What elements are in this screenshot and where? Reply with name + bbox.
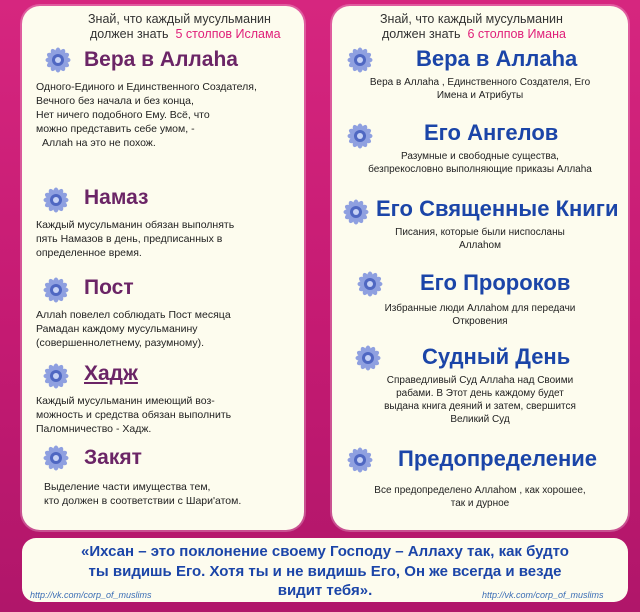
text-line: (совершеннолетнему, разумному). <box>36 337 204 349</box>
text-line: Писания, которые были ниспосланы <box>395 227 565 238</box>
left-pillar-text <box>36 80 257 150</box>
text-line: Все предопределено Аллаhом , как хорошее, <box>374 485 586 496</box>
left-header-line1: Знай, что каждый мусульманин <box>88 12 271 26</box>
right-pillar-text <box>342 226 618 252</box>
text-line: кто должен в соответствии с Шари'атом. <box>44 495 242 507</box>
right-header-prefix: должен знать <box>382 27 461 41</box>
right-pillar-title: Его Пророков <box>420 270 571 295</box>
text-line: Откровения <box>452 316 508 327</box>
flower-icon <box>42 186 70 214</box>
text-line: можно представить себе умом, - <box>36 123 195 135</box>
flower-icon <box>346 446 374 474</box>
right-header-accent: 6 столпов Имана <box>467 27 566 41</box>
text-line: Аллаh на это не похож. <box>42 137 156 149</box>
flower-icon <box>42 362 70 390</box>
flower-icon <box>346 46 374 74</box>
flower-icon <box>346 122 374 150</box>
text-line: выдана книга деяний и затем, свершится <box>384 401 576 412</box>
text-line: Избранные люди Аллаhом для передачи <box>384 303 576 314</box>
right-header <box>380 12 566 42</box>
right-pillar-title: Его Священные Книги <box>376 196 619 221</box>
left-pillar-title: Вера в Аллаhа <box>84 48 238 71</box>
right-pillar-text <box>342 484 618 510</box>
left-pillar-text <box>36 394 231 436</box>
right-pillar-text <box>342 302 618 328</box>
watermark-right: http://vk.com/corp_of_muslims <box>482 590 604 600</box>
right-card <box>332 6 628 530</box>
text-line: пять Намазов в день, предписанных в <box>36 233 223 245</box>
text-line: Вера в Аллаhа , Единственного Создателя, Его <box>369 77 591 88</box>
right-pillar-title: Судный День <box>422 344 571 369</box>
left-pillar-text <box>36 218 234 260</box>
text-line: Паломничество - Хадж. <box>36 423 152 435</box>
left-pillar-title: Хадж <box>84 362 138 385</box>
text-line: так и дурное <box>450 498 510 509</box>
left-card <box>22 6 304 530</box>
text-line: Разумные и свободные существа, <box>401 151 559 162</box>
right-header-line1: Знай, что каждый мусульманин <box>380 12 563 26</box>
text-line: рабами. В Этот день каждому будет <box>396 388 564 399</box>
left-pillar-text <box>36 308 231 350</box>
flower-icon <box>342 198 370 226</box>
text-line: Аллаh повелел соблюдать Пост месяца <box>36 309 231 321</box>
flower-icon <box>354 344 382 372</box>
right-pillar-title: Его Ангелов <box>424 120 559 145</box>
text-line: Выделение части имущества тем, <box>44 481 211 493</box>
text-line: Каждый мусульманин обязан выполнять <box>36 219 235 231</box>
text-line: Нет ничего подобного Ему. Всё, что <box>36 109 210 121</box>
flower-icon <box>42 444 70 472</box>
flower-icon <box>356 270 384 298</box>
right-pillar-title: Вера в Аллаhа <box>416 46 578 71</box>
left-header-prefix: должен знать <box>90 27 169 41</box>
text-line: безпрекословно выполняющие приказы Аллаhа <box>368 164 592 175</box>
text-line: Каждый мусульманин имеющий воз- <box>36 395 215 407</box>
left-pillar-title: Намаз <box>84 186 149 209</box>
right-pillar-text <box>342 150 618 176</box>
quote-line: видит тебя». <box>277 582 373 599</box>
left-header-accent: 5 столпов Ислама <box>175 27 281 41</box>
quote-box <box>22 538 628 602</box>
quote-line: «Ихсан – это поклонение своему Господу – Аллаху так, как будто <box>81 543 569 560</box>
text-line: Имена и Атрибуты <box>436 90 524 101</box>
text-line: можность и средства обязан выполнить <box>36 409 232 421</box>
right-pillar-title: Предопределение <box>398 446 598 471</box>
left-header <box>88 12 281 42</box>
text-line: Аллаhом <box>459 240 501 251</box>
flower-icon <box>42 276 70 304</box>
right-pillar-text <box>342 374 618 426</box>
text-line: Одного-Единого и Единственного Создателя, <box>36 81 257 93</box>
flower-icon <box>44 46 72 74</box>
text-line: определенное время. <box>36 247 142 259</box>
watermark-left: http://vk.com/corp_of_muslims <box>30 590 152 600</box>
text-line: Рамадан каждому мусульманину <box>36 323 198 335</box>
text-line: Вечного без начала и без конца, <box>36 95 194 107</box>
quote-line: ты видишь Его. Хотя ты и не видишь Его, Он же всегда и везде <box>88 562 562 580</box>
text-line: Великий Суд <box>450 414 510 425</box>
right-pillar-text <box>342 76 618 102</box>
left-pillar-title: Пост <box>84 276 134 299</box>
left-pillar-text <box>44 480 241 508</box>
text-line: Справедливый Суд Аллаhа над Своими <box>386 375 574 386</box>
left-pillar-title: Закят <box>84 446 142 469</box>
